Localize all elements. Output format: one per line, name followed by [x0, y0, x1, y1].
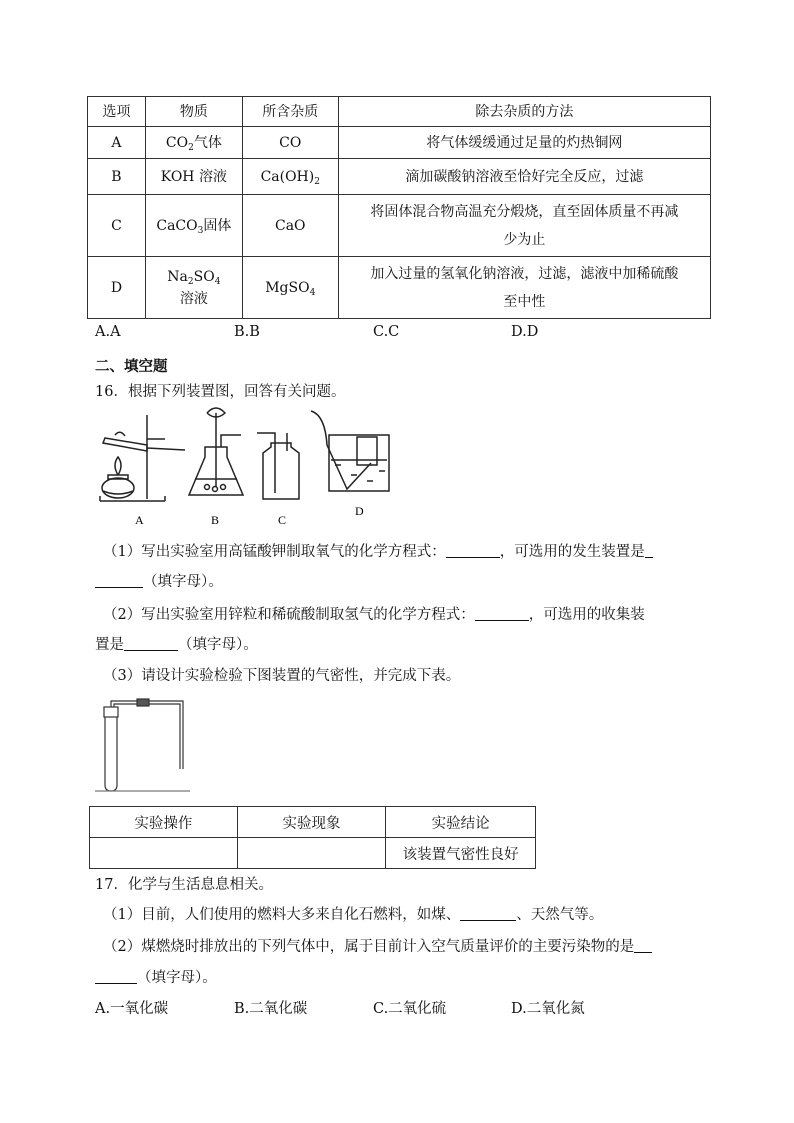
q17-part1: （1）目前，人们使用的燃料大多来自化石燃料，如煤、 、天然气等。 — [103, 907, 604, 923]
option-cell: B — [88, 159, 146, 195]
choice-b: B.B — [234, 324, 260, 340]
answer-blank[interactable] — [645, 543, 653, 558]
answer-blank[interactable] — [95, 573, 143, 588]
q17-choice-c: C.二氧化硫 — [373, 1001, 447, 1017]
option-cell: A — [88, 127, 146, 159]
answer-blank[interactable] — [95, 969, 137, 984]
airtightness-table — [89, 806, 536, 869]
apparatus-figure — [95, 405, 405, 530]
choice-d: D.D — [511, 324, 539, 340]
apparatus-d-icon — [311, 411, 389, 491]
apparatus-a-icon — [100, 415, 185, 501]
q17-choice-b: B.二氧化碳 — [234, 1001, 308, 1017]
answer-cell[interactable] — [90, 838, 238, 869]
substance-cell: $CO_2$气体 — [145, 127, 242, 159]
table-row — [88, 257, 711, 319]
apparatus-c-icon — [257, 433, 299, 499]
section-title: 二、填空题 — [95, 359, 168, 375]
airtightness-apparatus-figure — [95, 695, 195, 795]
table-row — [88, 195, 711, 257]
question-16-stem: 16．根据下列装置图，回答有关问题。 — [95, 384, 346, 400]
answer-blank[interactable] — [475, 606, 529, 621]
answer-cell[interactable] — [237, 838, 386, 869]
q16-part2-line2: 置是 （填字母）。 — [95, 637, 258, 653]
method-line: 至中性 — [503, 293, 546, 310]
method-line: 加入过量的氢氧化钠溶液，过滤，滤液中加稀硫酸 — [370, 265, 679, 282]
answer-blank[interactable] — [446, 543, 500, 558]
substance-cell: $Na_2SO_4$ 溶液 — [145, 257, 242, 319]
label-b: B — [211, 513, 220, 527]
impurity-cell: CaO — [242, 195, 338, 257]
method-cell: 滴加碳酸钠溶液至恰好完全反应，过滤 — [338, 159, 710, 195]
choice-c: C.C — [373, 324, 400, 340]
option-cell: D — [88, 257, 146, 319]
table-header-row — [90, 807, 536, 838]
substance-cell: KOH 溶液 — [145, 159, 242, 195]
answer-blank[interactable] — [634, 938, 652, 953]
label-a: A — [135, 513, 144, 527]
apparatus-b-icon — [189, 408, 243, 495]
header-cell: 物质 — [145, 97, 242, 127]
label-c: C — [278, 513, 287, 527]
table-header-row — [88, 97, 711, 127]
header-cell: 实验操作 — [90, 807, 238, 838]
method-line: 将固体混合物高温充分煅烧，直至固体质量不再减 — [370, 203, 679, 220]
header-cell: 实验结论 — [386, 807, 536, 838]
impurity-removal-table — [87, 96, 711, 319]
impurity-cell: $Ca(OH)_2$ — [242, 159, 338, 195]
q16-part3: （3）请设计实验检验下图装置的气密性，并完成下表。 — [103, 668, 461, 684]
header-cell: 实验现象 — [237, 807, 386, 838]
method-line: 少为止 — [503, 231, 546, 248]
q17-part2-line2: （填字母）。 — [95, 966, 217, 987]
table-row — [90, 838, 536, 869]
q17-choice-a: A.一氧化碳 — [95, 1001, 169, 1017]
label-d: D — [355, 504, 364, 518]
header-cell: 选项 — [88, 97, 146, 127]
option-cell: C — [88, 195, 146, 257]
header-cell: 所含杂质 — [242, 97, 338, 127]
q16-part1-line1: （1）写出实验室用高锰酸钾制取氧气的化学方程式： ，可选用的发生装置是 — [103, 540, 653, 561]
impurity-cell: CO — [242, 127, 338, 159]
q17-choice-d: D.二氧化氮 — [511, 1001, 585, 1017]
answer-blank[interactable] — [460, 906, 516, 921]
q16-part2-line1: （2）写出实验室用锌粒和稀硫酸制取氢气的化学方程式： ，可选用的收集装 — [103, 607, 645, 623]
answer-blank[interactable] — [124, 636, 178, 651]
method-cell: 将气体缓缓通过足量的灼热铜网 — [338, 127, 710, 159]
conclusion-cell: 该装置气密性良好 — [386, 838, 536, 869]
q17-part2-line1: （2）煤燃烧时排放出的下列气体中，属于目前计入空气质量评价的主要污染物的是 — [103, 935, 652, 956]
table-row — [88, 159, 711, 195]
question-17-stem: 17．化学与生活息息相关。 — [95, 877, 273, 893]
choice-a: A.A — [95, 324, 121, 340]
substance-cell: CaCO$_3$固体 — [145, 195, 242, 257]
table-row — [88, 127, 711, 159]
impurity-cell: MgSO$_4$ — [242, 257, 338, 319]
q16-part1-line2: （填字母）。 — [95, 570, 223, 591]
method-cell — [338, 195, 710, 257]
header-cell: 除去杂质的方法 — [338, 97, 710, 127]
method-cell — [338, 257, 710, 319]
